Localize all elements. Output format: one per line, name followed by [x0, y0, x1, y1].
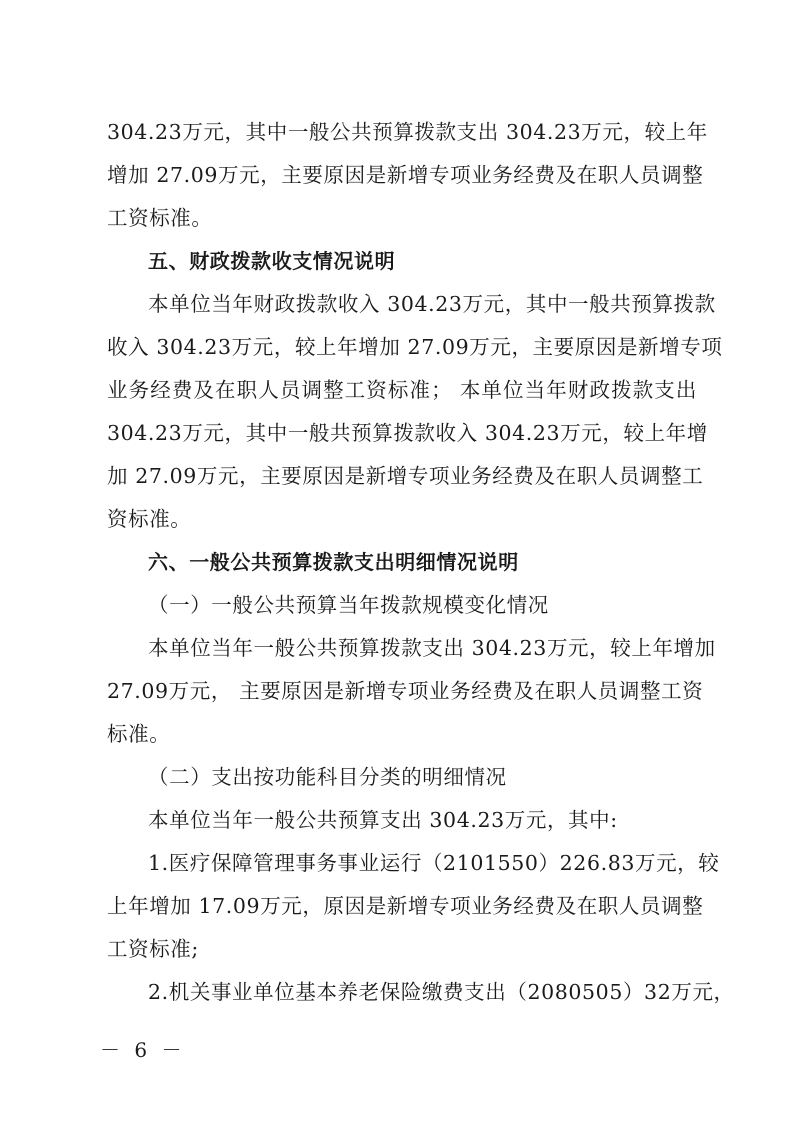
subheading-2: （二）支出按功能科目分类的明细情况	[148, 765, 507, 789]
body-line-19: 上年增加 17.09万元，原因是新增专项业务经费及在职人员调整	[107, 894, 704, 918]
body-line-3: 工资标准。	[107, 206, 213, 230]
body-line-14: 27.09万元， 主要原因是新增专项业务经费及在职人员调整工资	[107, 679, 704, 703]
section-heading-6: 六、一般公共预算拨款支出明细情况说明	[148, 550, 519, 574]
body-line-5: 本单位当年财政拨款收入 304.23万元，其中一般共预算拨款	[148, 292, 716, 316]
body-line-2: 增加 27.09万元，主要原因是新增专项业务经费及在职人员调整	[107, 163, 704, 187]
body-line-10: 资标准。	[107, 507, 192, 531]
body-line-21: 2.机关事业单位基本养老保险缴费支出（2080505）32万元，	[148, 980, 735, 1004]
body-line-13: 本单位当年一般公共预算拨款支出 304.23万元，较上年增加	[148, 636, 716, 660]
body-line-9: 加 27.09万元，主要原因是新增专项业务经费及在职人员调整工	[107, 464, 704, 488]
body-line-20: 工资标准;	[107, 937, 199, 961]
body-line-6: 收入 304.23万元，较上年增加 27.09万元，主要原因是新增专项	[107, 335, 723, 359]
body-line-15: 标准。	[107, 722, 171, 746]
body-line-8: 304.23万元，其中一般共预算拨款收入 304.23万元，较上年增	[107, 421, 708, 445]
subheading-1: （一）一般公共预算当年拨款规模变化情况	[148, 593, 549, 617]
section-heading-5: 五、财政拨款收支情况说明	[148, 249, 396, 273]
body-line-7: 业务经费及在职人员调整工资标准； 本单位当年财政拨款支出	[107, 378, 697, 402]
body-line-17: 本单位当年一般公共预算支出 304.23万元，其中:	[148, 808, 618, 832]
body-line-1: 304.23万元，其中一般公共预算拨款支出 304.23万元，较上年	[107, 120, 708, 144]
body-line-18: 1.医疗保障管理事务事业运行（2101550）226.83万元，较	[148, 851, 720, 875]
page-number: － 6 －	[100, 1038, 186, 1062]
